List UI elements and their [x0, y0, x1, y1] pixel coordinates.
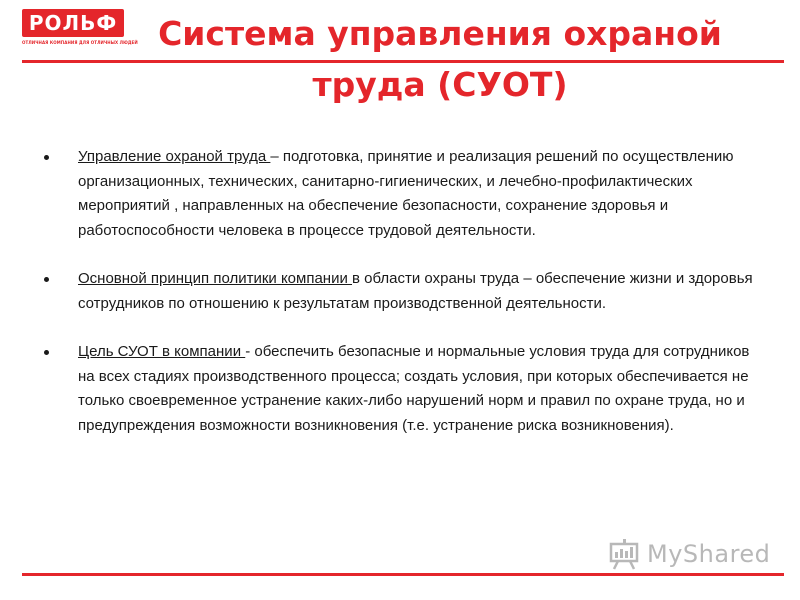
company-logo — [22, 9, 138, 49]
bullet-term: Управление охраной труда — [78, 148, 271, 165]
bullet-term: Цель СУОТ в компании — [78, 343, 246, 360]
footer-divider — [22, 573, 784, 576]
title-line-2: труда (СУОТ) — [312, 65, 568, 104]
bullet-icon — [44, 350, 49, 355]
myshared-watermark — [607, 537, 771, 571]
bullet-text: – подготовка, принятие и реализация решений по осуществлению организационных, технических, санитарно-гигиенических, и лечебно-профилактических мероприятий , направленных на обеспечение безопасности, сохранение здоровья и работоспособности человека в процессе трудовой деятельности. — [78, 148, 734, 239]
watermark-text: MyShared — [647, 540, 771, 568]
logo-name: РОЛЬФ — [28, 11, 118, 35]
title-divider — [22, 60, 784, 63]
bullet-item — [44, 267, 764, 316]
slide-title — [120, 8, 760, 110]
myshared-logo-icon — [607, 537, 643, 571]
bullet-term: Основной принцип политики компании — [78, 270, 353, 287]
logo-box — [22, 9, 124, 37]
bullet-icon — [44, 155, 49, 160]
bullet-text: в области охраны труда – обеспечение жизни и здоровья сотрудников по отношению к результатам производственной деятельности. — [78, 270, 753, 312]
bullet-item — [44, 340, 764, 438]
bullet-icon — [44, 277, 49, 282]
title-line-1: Система управления охраной — [158, 14, 722, 53]
bullet-item — [44, 145, 764, 243]
bullet-text: - обеспечить безопасные и нормальные условия труда для сотрудников на всех стадиях производственного процесса; создать условия, при которых обеспечивается не только своевременное устранение каких-либо нарушений норм и правил по охране труда, но и предупреждения возможности возникновения (т.е. устранение риска возникновения). — [78, 343, 750, 434]
logo-tagline: ОТЛИЧНАЯ КОМПАНИЯ ДЛЯ ОТЛИЧНЫХ ЛЮДЕЙ — [22, 40, 138, 45]
bullet-list — [44, 145, 764, 462]
